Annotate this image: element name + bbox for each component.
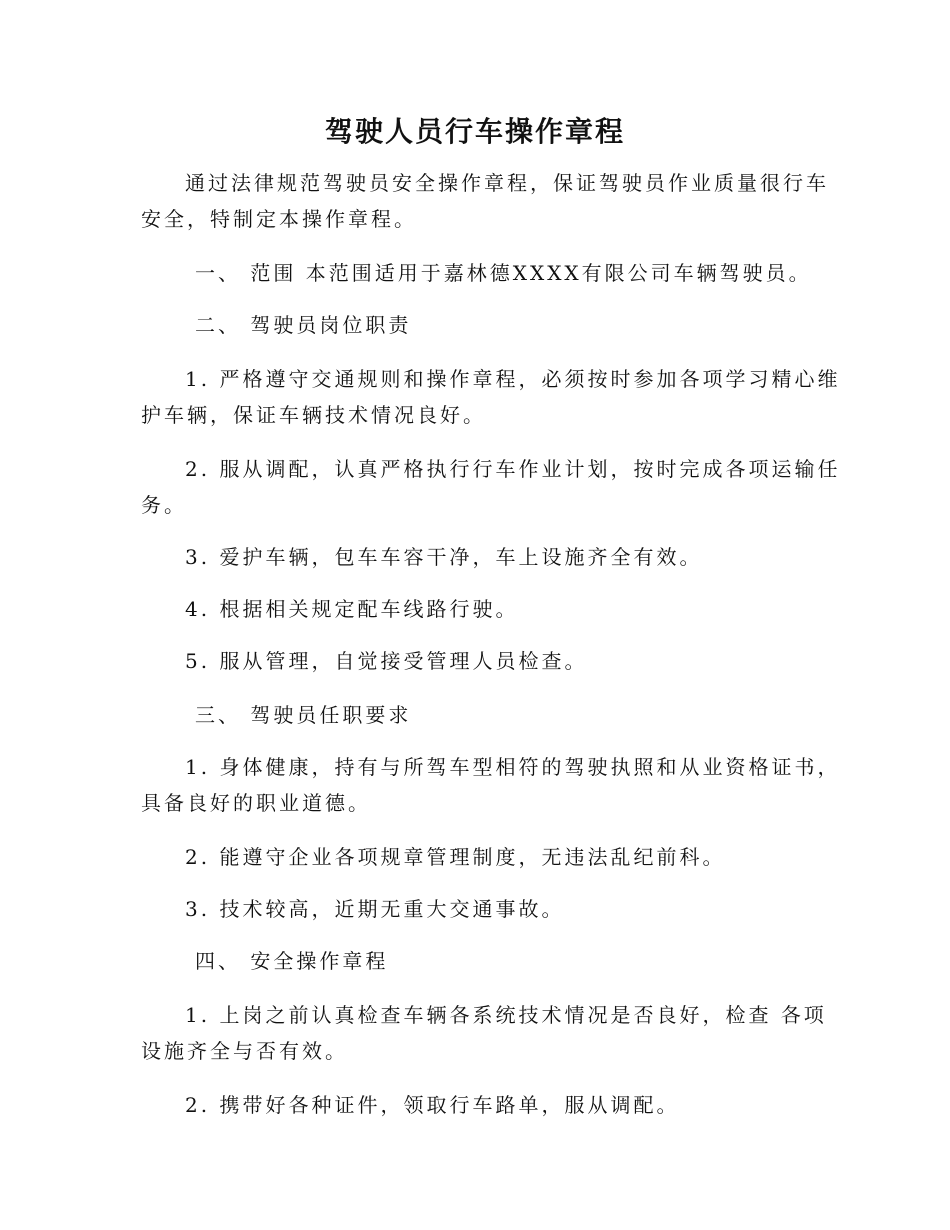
duty-1-line-1: 1. 严格遵守交通规则和操作章程，必须按时参加各项学习精心维	[185, 367, 841, 391]
duty-1-line-2: 护车辆，保证车辆技术情况良好。	[141, 403, 486, 427]
section-heading-scope: 一、 范围 本范围适用于嘉林德XXXX有限公司车辆驾驶员。	[195, 261, 812, 285]
intro-line-1: 通过法律规范驾驶员安全操作章程，保证驾驶员作业质量很行车	[185, 171, 829, 195]
duty-3: 3. 爱护车辆，包车车容干净，车上设施齐全有效。	[185, 545, 703, 569]
intro-line-2: 安全，特制定本操作章程。	[141, 207, 417, 231]
duty-2-line-2: 务。	[141, 493, 187, 517]
requirement-1-line-2: 具备良好的职业道德。	[141, 791, 371, 815]
duty-5: 5. 服从管理，自觉接受管理人员检查。	[185, 649, 588, 673]
document-title: 驾驶人员行车操作章程	[324, 115, 625, 148]
section-heading-duties: 二、 驾驶员岗位职责	[195, 313, 412, 337]
requirement-3: 3. 技术较高，近期无重大交通事故。	[185, 897, 565, 921]
duty-2-line-1: 2. 服从调配，认真严格执行行车作业计划，按时完成各项运输任	[185, 457, 841, 481]
requirement-2: 2. 能遵守企业各项规章管理制度，无违法乱纪前科。	[185, 845, 726, 869]
safety-1-line-1: 1. 上岗之前认真检查车辆各系统技术情况是否良好，检查 各项	[185, 1003, 827, 1027]
duty-4: 4. 根据相关规定配车线路行驶。	[185, 597, 519, 621]
section-heading-requirements: 三、 驾驶员任职要求	[195, 703, 412, 727]
section-heading-safety: 四、 安全操作章程	[195, 949, 389, 973]
safety-2: 2. 携带好各种证件，领取行车路单，服从调配。	[185, 1093, 680, 1117]
requirement-1-line-1: 1. 身体健康，持有与所驾车型相符的驾驶执照和从业资格证书，	[185, 755, 841, 779]
safety-1-line-2: 设施齐全与否有效。	[141, 1039, 348, 1063]
